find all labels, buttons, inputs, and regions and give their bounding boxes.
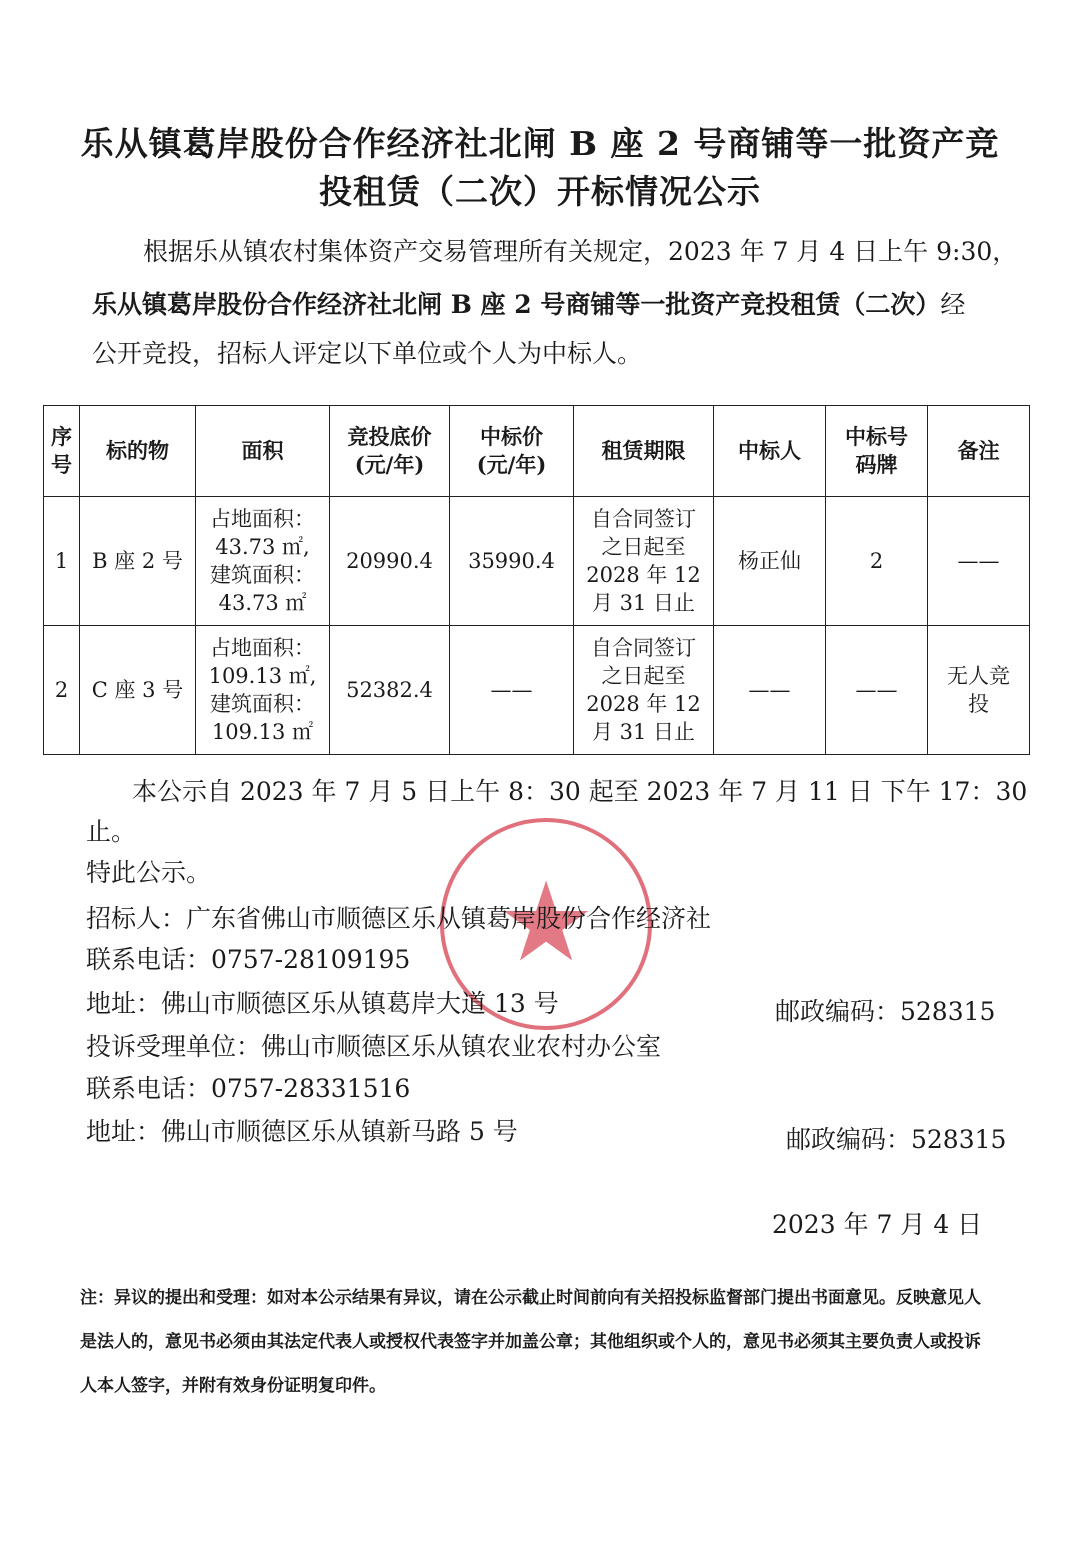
- header-seq: 序 号: [44, 406, 80, 497]
- cell-remark: ——: [928, 497, 1030, 626]
- document-title-line2: 投租赁（二次）开标情况公示: [319, 172, 761, 211]
- header-lease-term: 租赁期限: [574, 406, 714, 497]
- announcement: 特此公示。: [86, 858, 212, 887]
- cell-number-plate: ——: [826, 626, 928, 755]
- issue-date: 2023 年 7 月 4 日: [772, 1210, 983, 1239]
- cell-object: B 座 2 号: [80, 497, 196, 626]
- results-table: [43, 405, 1030, 755]
- footnote-line2: 是法人的，意见书必须由其法定代表人或授权代表签字并加盖公章；其他组织或个人的，意见书必须其主要负责人或投诉: [80, 1332, 981, 1352]
- cell-remark: 无人竞 投: [928, 626, 1030, 755]
- cell-number-plate: 2: [826, 497, 928, 626]
- complaint-address: 地址：佛山市顺德区乐从镇新马路 5 号: [86, 1117, 518, 1146]
- cell-winner: ——: [714, 626, 826, 755]
- complaint-office: 投诉受理单位：佛山市顺德区乐从镇农业农村办公室: [86, 1032, 662, 1061]
- intro-project-name: 乐从镇葛岸股份合作经济社北闸 B 座 2 号商铺等一批资产竞投租赁（二次）: [92, 290, 941, 319]
- complaint-phone: 联系电话：0757-28331516: [86, 1074, 411, 1103]
- cell-object: C 座 3 号: [80, 626, 196, 755]
- table-row: [44, 626, 1030, 755]
- intro-line3: 公开竞投，招标人评定以下单位或个人为中标人。: [92, 339, 643, 368]
- header-remark: 备注: [928, 406, 1030, 497]
- table-row: [44, 497, 1030, 626]
- publicity-period-line1: 本公示自 2023 年 7 月 5 日上午 8：30 起至 2023 年 7 月 11 日 下午 17：30: [132, 777, 1028, 806]
- tenderer-phone: 联系电话：0757-28109195: [86, 945, 411, 974]
- cell-lease-term: 自合同签订 之日起至 2028 年 12 月 31 日止: [574, 497, 714, 626]
- footnote-line1: 注：异议的提出和受理：如对本公示结果有异议，请在公示截止时间前向有关招投标监督部门提出书面意见。反映意见人: [80, 1288, 981, 1308]
- cell-area: 占地面积： 43.73 ㎡, 建筑面积： 43.73 ㎡: [196, 497, 330, 626]
- cell-seq: 2: [44, 626, 80, 755]
- tenderer-address: 地址：佛山市顺德区乐从镇葛岸大道 13 号: [86, 989, 559, 1018]
- cell-area: 占地面积： 109.13 ㎡, 建筑面积： 109.13 ㎡: [196, 626, 330, 755]
- cell-lease-term: 自合同签订 之日起至 2028 年 12 月 31 日止: [574, 626, 714, 755]
- document-title-line1: 乐从镇葛岸股份合作经济社北闸 B 座 2 号商铺等一批资产竞: [80, 124, 1000, 163]
- intro-line2: [92, 285, 965, 321]
- cell-winning-price: 35990.4: [450, 497, 574, 626]
- cell-winning-price: ——: [450, 626, 574, 755]
- header-number-plate: 中标号 码牌: [826, 406, 928, 497]
- star-icon: ★: [496, 857, 596, 986]
- header-reserve-price: 竞投底价 (元/年): [330, 406, 450, 497]
- header-object: 标的物: [80, 406, 196, 497]
- cell-seq: 1: [44, 497, 80, 626]
- intro-line2-tail: 经: [940, 290, 966, 319]
- publicity-period-line2: 止。: [86, 817, 137, 846]
- header-winner: 中标人: [714, 406, 826, 497]
- tenderer: 招标人：广东省佛山市顺德区乐从镇葛岸股份合作经济社: [86, 904, 712, 933]
- cell-reserve-price: 52382.4: [330, 626, 450, 755]
- header-area: 面积: [196, 406, 330, 497]
- table-header-row: [44, 406, 1030, 497]
- intro-line1: 根据乐从镇农村集体资产交易管理所有关规定，2023 年 7 月 4 日上午 9:30，: [143, 237, 1018, 266]
- complaint-postcode: 邮政编码：528315: [786, 1125, 1007, 1154]
- tenderer-postcode: 邮政编码：528315: [775, 997, 996, 1026]
- cell-reserve-price: 20990.4: [330, 497, 450, 626]
- cell-winner: 杨正仙: [714, 497, 826, 626]
- footnote-line3: 人本人签字，并附有效身份证明复印件。: [80, 1376, 386, 1396]
- header-winning-price: 中标价 (元/年): [450, 406, 574, 497]
